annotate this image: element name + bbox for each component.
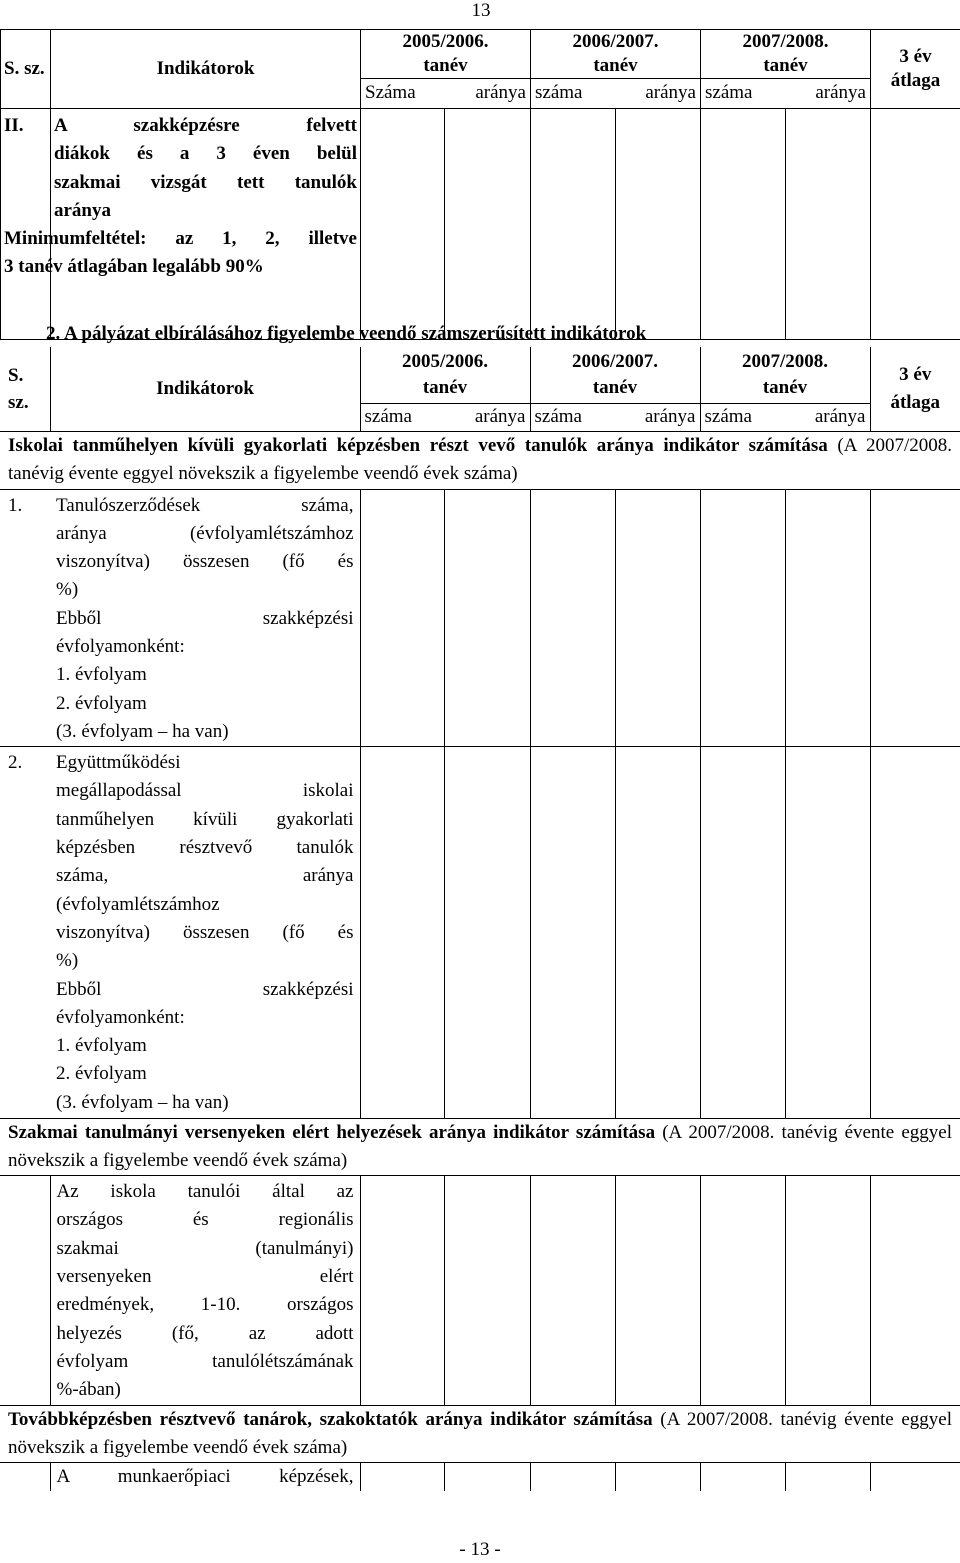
row-indicator-II: A szakképzésre felvett diákok és a 3 éven belül szakmai vizsgát tett tanulók aránya Minimumfeltétel: az 1, 2, illetve 3 tanév átlagában legalább 90% <box>51 109 361 340</box>
subheader-year-1: Száma aránya <box>361 79 531 109</box>
cell-empty <box>615 747 700 1119</box>
cell-empty <box>530 489 615 747</box>
cell-empty <box>530 1176 615 1405</box>
cell-empty <box>615 1176 700 1405</box>
col-header-sz: S. sz. <box>0 347 50 431</box>
col-header-year-2: 2006/2007. tanév <box>530 347 700 403</box>
cell-empty <box>700 1176 785 1405</box>
cell-empty <box>530 747 615 1119</box>
row-indicator-cooperation: 2. Együttműködési megállapodással iskolai tanműhelyen kívüli gyakorlati képzésben résztvevő tanulók száma, aránya (évfolyamlétszámhoz viszonyítva) összesen (fő és %) Ebből szakképzési évfolyamonként: 1. évfolyam 2. évfolyam (3. évfolyam – ha van) <box>0 747 360 1119</box>
cell-empty <box>531 109 616 340</box>
cell-empty <box>871 109 960 340</box>
cell-empty <box>444 747 530 1119</box>
col-header-average: 3 év átlaga <box>871 30 960 109</box>
cell-empty <box>700 1462 785 1491</box>
subheader-year-2: száma aránya <box>530 403 700 431</box>
row-indicator-competition-results: Az iskola tanulói által az országos és regionális szakmai (tanulmányi) versenyeken elért eredmények, 1-10. országos helyezés (fő, az adott évfolyam tanulólétszámának %-ában) <box>50 1176 360 1405</box>
cell-empty <box>870 1462 960 1491</box>
col-header-indicators: Indikátorok <box>51 30 361 109</box>
col-header-year-3: 2007/2008. tanév <box>701 30 871 79</box>
cell-empty <box>700 747 785 1119</box>
row-indicator-contracts: 1. Tanulószerződések száma, aránya (évfolyamlétszámhoz viszonyítva) összesen (fő és %) Ebből szakképzési évfolyamonként: 1. évfolyam 2. évfolyam (3. évfolyam – ha van) <box>0 489 360 747</box>
page-number-footer: - 13 - <box>459 1539 501 1560</box>
cell-empty <box>360 747 444 1119</box>
cell-empty <box>444 1176 530 1405</box>
row-number-II: II. <box>1 109 51 340</box>
subheader-year-1: száma aránya <box>360 403 530 431</box>
section-heading: 2. A pályázat elbírálásához figyelembe veendő számszerűsített indikátorok <box>46 323 647 344</box>
col-header-year-2: 2006/2007. tanév <box>531 30 701 79</box>
cell-empty <box>444 489 530 747</box>
page-number-top: 13 <box>471 0 491 21</box>
group-heading-competitions: Szakmai tanulmányi versenyeken elért helyezések aránya indikátor számítása (A 2007/2008. tanévig évente eggyel növekszik a figyelembe veendő évek száma) <box>0 1119 960 1176</box>
cell-empty <box>360 489 444 747</box>
cell-empty <box>360 1462 444 1491</box>
cell-empty <box>870 1176 960 1405</box>
cell-empty <box>445 109 531 340</box>
cell-empty <box>0 1462 50 1491</box>
cell-empty <box>0 1176 50 1405</box>
cell-empty <box>785 489 870 747</box>
group-heading-training: Továbbképzésben résztvevő tanárok, szakoktatók aránya indikátor számítása (A 2007/2008. tanévig évente eggyel növekszik a figyelembe veendő évek száma) <box>0 1405 960 1462</box>
col-header-sz: S. sz. <box>1 30 51 109</box>
cell-empty <box>444 1462 530 1491</box>
cell-empty <box>786 109 871 340</box>
cell-empty <box>616 109 701 340</box>
col-header-year-1: 2005/2006. tanév <box>361 30 531 79</box>
col-header-year-1: 2005/2006. tanév <box>360 347 530 403</box>
cell-empty <box>870 489 960 747</box>
cell-empty <box>701 109 786 340</box>
cell-empty <box>785 747 870 1119</box>
cell-empty <box>785 1462 870 1491</box>
cell-empty <box>700 489 785 747</box>
col-header-year-3: 2007/2008. tanév <box>700 347 870 403</box>
subheader-year-3: száma aránya <box>700 403 870 431</box>
cell-empty <box>615 1462 700 1491</box>
subheader-year-3: száma aránya <box>701 79 871 109</box>
cell-empty <box>530 1462 615 1491</box>
row-indicator-labour-market: A munkaerőpiaci képzések, <box>50 1462 360 1491</box>
col-header-indicators: Indikátorok <box>50 347 360 431</box>
cell-empty <box>785 1176 870 1405</box>
indicator-table-1 <box>0 29 960 340</box>
cell-empty <box>870 747 960 1119</box>
cell-empty <box>361 109 445 340</box>
group-heading-internship: Iskolai tanműhelyen kívüli gyakorlati képzésben részt vevő tanulók aránya indikátor számítása (A 2007/2008. tanévig évente eggyel növekszik a figyelembe veendő évek száma) <box>0 431 960 489</box>
subheader-year-2: száma aránya <box>531 79 701 109</box>
indicator-table-2 <box>0 347 960 1491</box>
col-header-average: 3 év átlaga <box>870 347 960 431</box>
cell-empty <box>615 489 700 747</box>
cell-empty <box>360 1176 444 1405</box>
